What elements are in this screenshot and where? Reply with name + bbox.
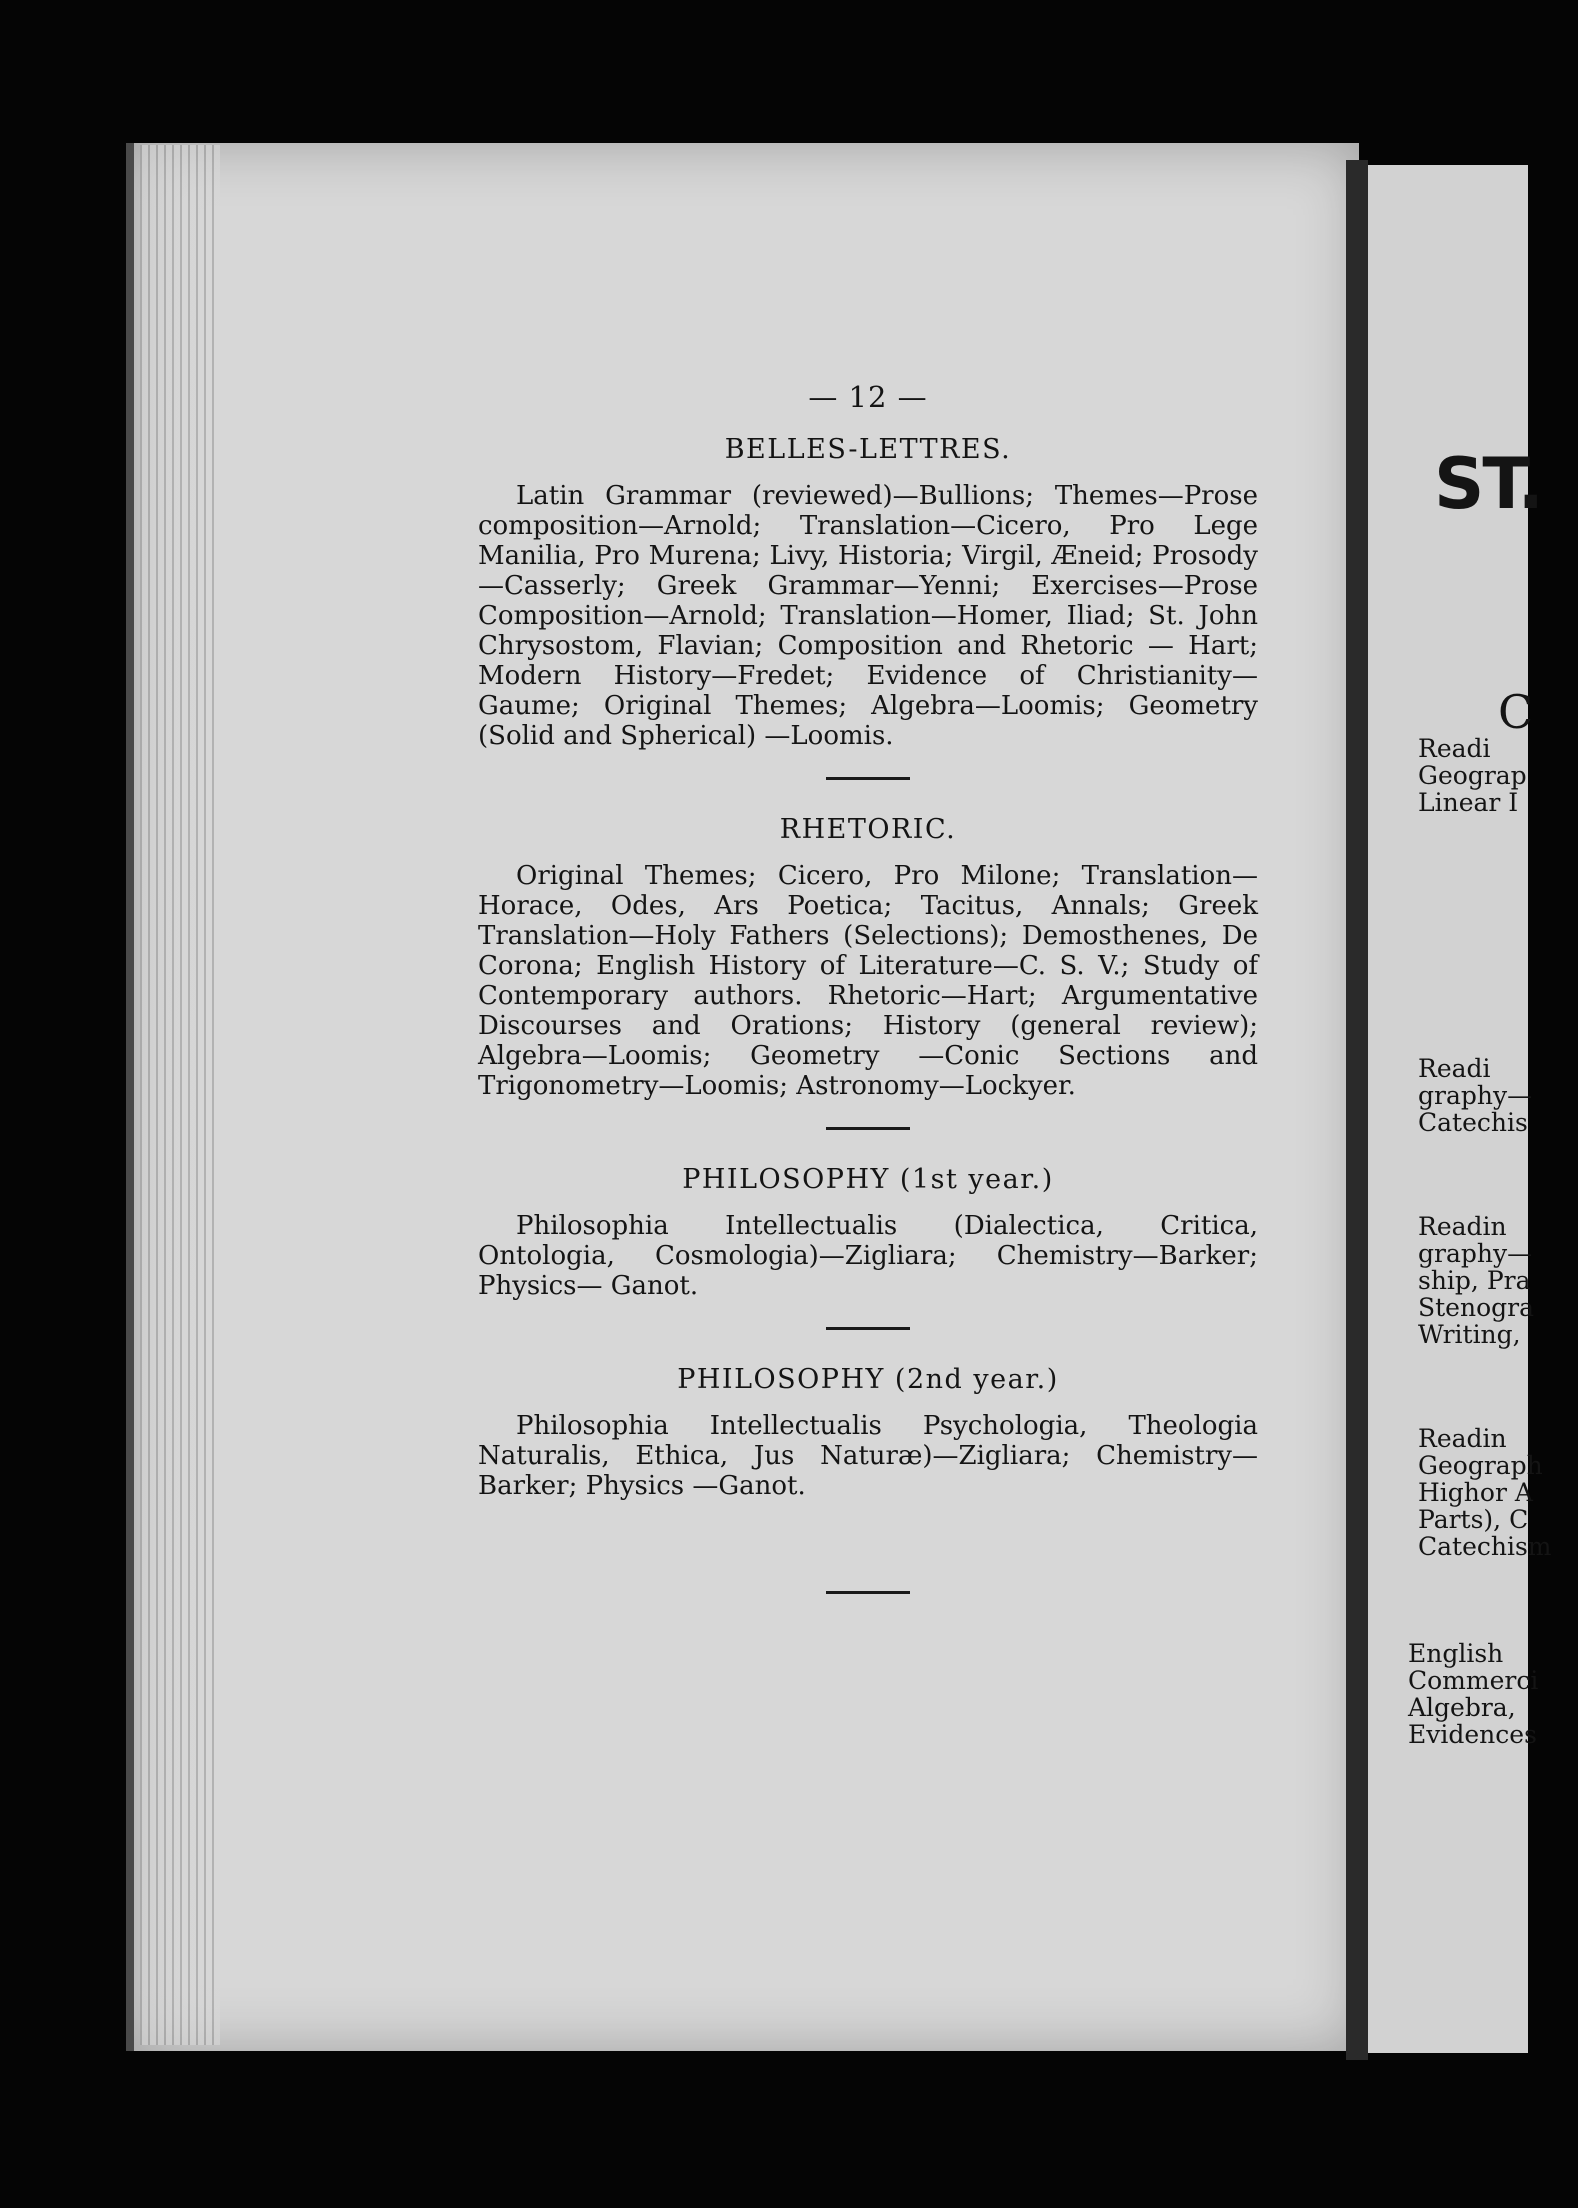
facing-page: [1368, 165, 1552, 2053]
facing-text-line: Readin: [1418, 1212, 1507, 1241]
facing-text-line: Linear I: [1418, 788, 1519, 817]
facing-text-block: [1418, 1213, 1578, 1348]
facing-letter-fragment: C: [1498, 685, 1534, 739]
page-content: [478, 380, 1258, 1628]
section-body: Original Themes; Cicero, Pro Milone; Translation—Horace, Odes, Ars Poetica; Tacitus, Annals; Greek Translation—Holy Fathers (Selections); Demosthenes, De Corona; English History of Literature—C. S. V.; Study of Contemporary authors. Rhetoric—Hart; Argumentative Discourses and Orations; History (general review); Algebra—Loomis; Geometry —Conic Sections and Trigonometry—Loomis; Astronomy—Lockyer.: [478, 861, 1258, 1101]
facing-text-line: Readi: [1418, 734, 1491, 763]
facing-text-line: Commerci: [1408, 1666, 1539, 1695]
section-heading: PHILOSOPHY (2nd year.): [677, 1364, 1059, 1395]
facing-text-line: Catechism: [1418, 1532, 1552, 1561]
section-divider: [826, 1127, 910, 1130]
section-heading: PHILOSOPHY (1st year.): [682, 1164, 1054, 1195]
book-gutter: [1346, 160, 1368, 2060]
facing-text-block: [1418, 1425, 1578, 1560]
page-edges: [140, 145, 220, 2045]
section-heading: BELLES-LETTRES.: [724, 434, 1012, 465]
facing-text-block: [1418, 735, 1578, 816]
facing-text-line: Algebra,: [1408, 1693, 1516, 1722]
section-body: Philosophia Intellectualis Psychologia, Theologia Naturalis, Ethica, Jus Naturæ)—Zigliara; Chemistry—Barker; Physics —Ganot.: [478, 1411, 1258, 1501]
facing-text-line: Highor A: [1418, 1478, 1533, 1507]
section-belles-lettres: [478, 434, 1258, 751]
facing-text-line: graphy—: [1418, 1239, 1533, 1268]
facing-text-line: graphy—: [1418, 1081, 1533, 1110]
facing-text-line: Evidences: [1408, 1720, 1537, 1749]
facing-text-line: Geograph: [1418, 1451, 1543, 1480]
facing-text-line: Readi: [1418, 1054, 1491, 1083]
facing-text-line: ship, Pra: [1418, 1266, 1531, 1295]
facing-title-fragment: ST.: [1434, 443, 1543, 525]
end-divider: [826, 1591, 910, 1594]
facing-text-line: Catechis: [1418, 1108, 1528, 1137]
section-body: Philosophia Intellectualis (Dialectica, Critica, Ontologia, Cosmologia)—Zigliara; Chemistry—Barker; Physics— Ganot.: [478, 1211, 1258, 1301]
section-philosophy-1: [478, 1164, 1258, 1301]
section-divider: [826, 777, 910, 780]
section-philosophy-2: [478, 1364, 1258, 1501]
facing-text-line: English: [1408, 1639, 1504, 1668]
facing-text-line: Readin: [1418, 1424, 1507, 1453]
section-rhetoric: [478, 814, 1258, 1101]
facing-text-block: [1408, 1640, 1568, 1748]
facing-text-block: [1418, 1055, 1578, 1136]
facing-text-line: Stenogra: [1418, 1293, 1534, 1322]
facing-text-line: Geograp: [1418, 761, 1527, 790]
section-body: Latin Grammar (reviewed)—Bullions; Themes—Prose composition—Arnold; Translation—Cicero, Pro Lege Manilia, Pro Murena; Livy, Historia; Virgil, Æneid; Prosody—Casserly; Greek Grammar—Yenni; Exercises—Prose Composition—Arnold; Translation—Homer, Iliad; St. John Chrysostom, Flavian; Composition and Rhetoric — Hart; Modern History—Fredet; Evidence of Christianity—Gaume; Original Themes; Algebra—Loomis; Geometry (Solid and Spherical) —Loomis.: [478, 481, 1258, 751]
section-divider: [826, 1327, 910, 1330]
page-number: — 12 —: [808, 380, 928, 414]
facing-text-line: Parts), C: [1418, 1505, 1529, 1534]
section-heading: RHETORIC.: [779, 814, 957, 845]
facing-text-line: Writing,: [1418, 1320, 1521, 1349]
